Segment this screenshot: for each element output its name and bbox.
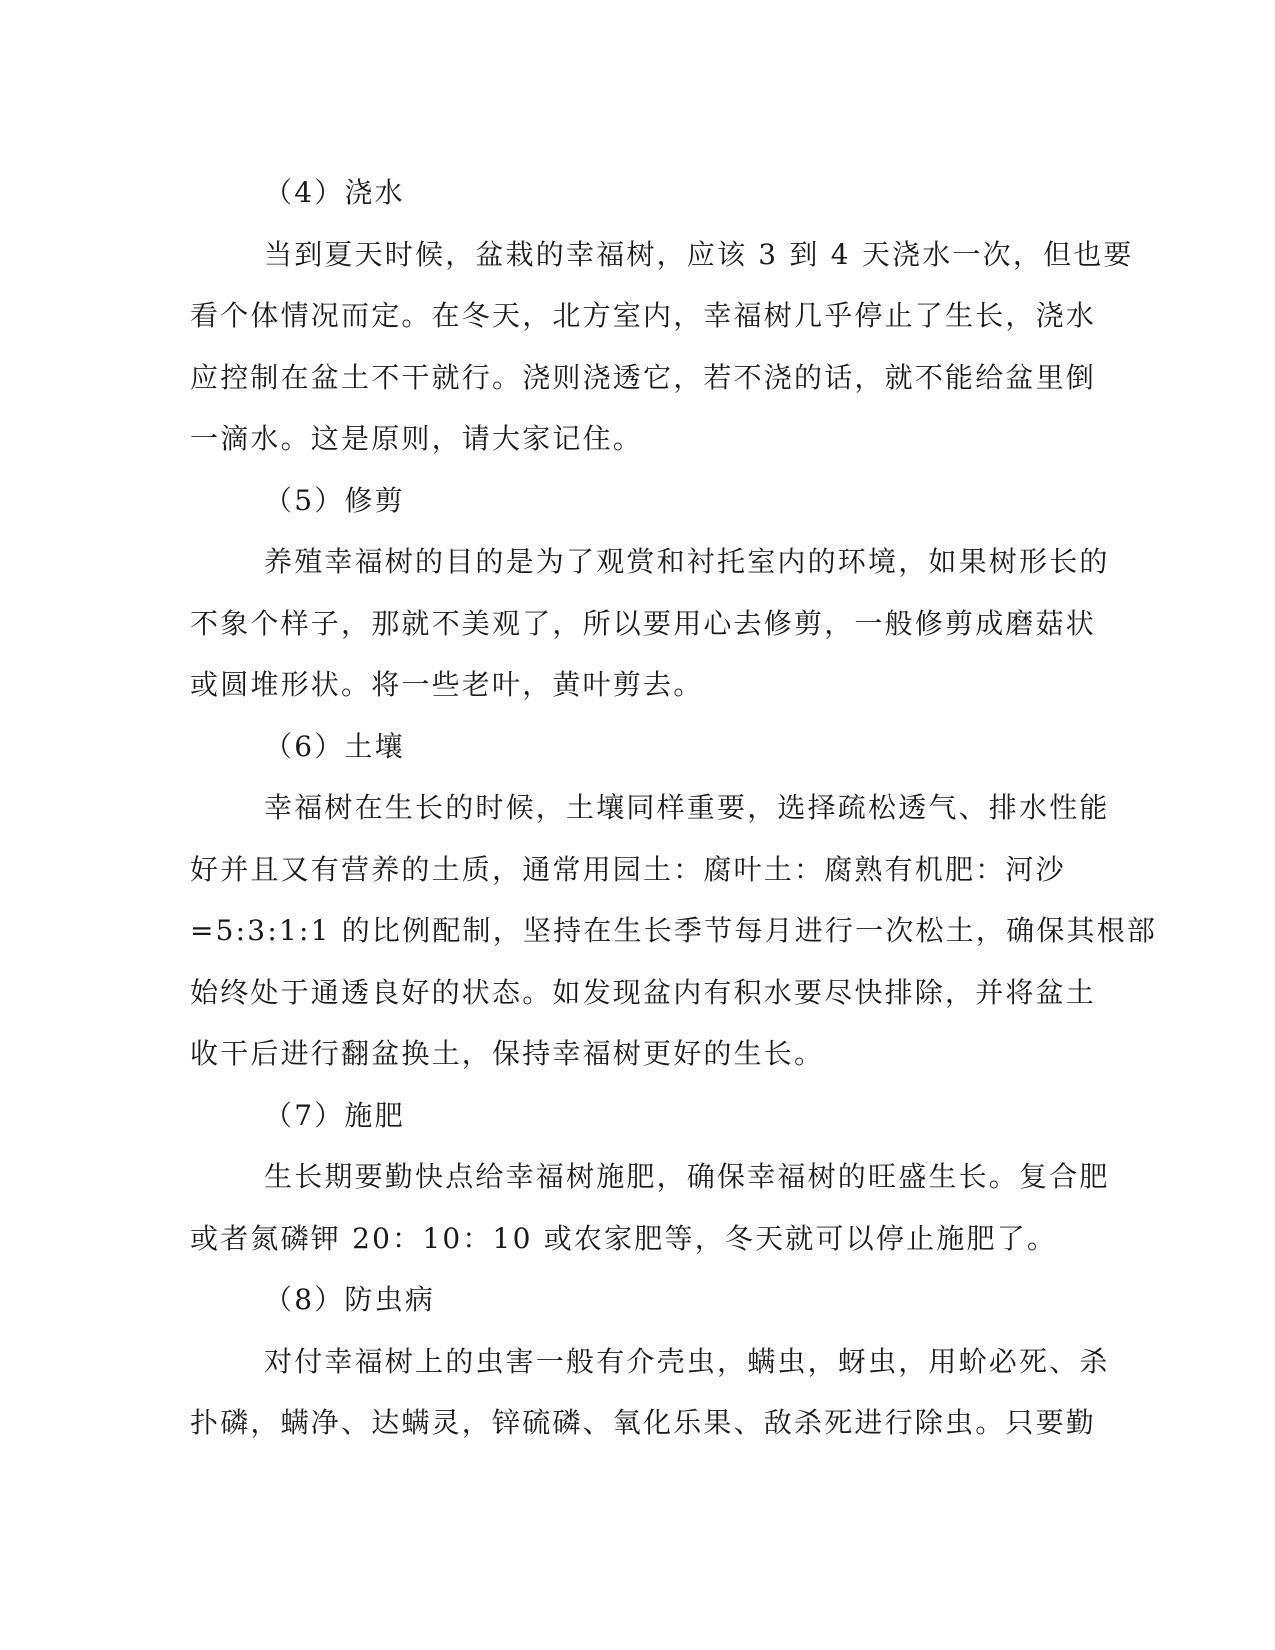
text-line: 养殖幸福树的目的是为了观赏和衬托室内的环境，如果树形长的 — [264, 545, 1110, 578]
section-heading: （8）防虫病 — [264, 1283, 436, 1316]
text-line: 好并且又有营养的土质，通常用园土：腐叶土：腐熟有机肥：河沙 — [190, 852, 1066, 886]
section-heading: （5）修剪 — [264, 483, 405, 517]
text-line: 或圆堆形状。将一些老叶，黄叶剪去。 — [190, 668, 704, 701]
text-line: =5:3:1:1 的比例配制，坚持在生长季节每月进行一次松土，确保其根部 — [190, 914, 1158, 947]
text-line: 扑磷，螨净、达螨灵，锌硫磷、氧化乐果、敌杀死进行除虫。只要勤 — [190, 1406, 1097, 1439]
text-line: 幸福树在生长的时候，土壤同样重要，选择疏松透气、排水性能 — [264, 791, 1110, 824]
text-line: 生长期要勤快点给幸福树施肥，确保幸福树的旺盛生长。复合肥 — [264, 1160, 1110, 1193]
text-line: 看个体情况而定。在冬天，北方室内，幸福树几乎停止了生长，浇水 — [190, 299, 1097, 332]
section-heading: （4）浇水 — [264, 176, 405, 209]
text-line: 一滴水。这是原则，请大家记住。 — [190, 422, 644, 455]
section-heading: （6）土壤 — [264, 729, 405, 763]
text-line: 对付幸福树上的虫害一般有介壳虫，螨虫，蚜虫，用蚧必死、杀 — [264, 1344, 1110, 1378]
document-body — [190, 162, 1158, 1454]
text-line: 当到夏天时候，盆栽的幸福树，应该 3 到 4 天浇水一次，但也要 — [264, 237, 1134, 271]
text-line: 不象个样子，那就不美观了，所以要用心去修剪，一般修剪成磨菇状 — [190, 606, 1097, 640]
text-line: 或者氮磷钾 20：10：10 或农家肥等，冬天就可以停止施肥了。 — [190, 1221, 1058, 1255]
text-line: 始终处于通透良好的状态。如发现盆内有积水要尽快排除，并将盆土 — [190, 975, 1097, 1009]
section-heading: （7）施肥 — [264, 1098, 405, 1132]
text-line: 应控制在盆土不干就行。浇则浇透它，若不浇的话，就不能给盆里倒 — [190, 360, 1097, 394]
text-line: 收干后进行翻盆换土，保持幸福树更好的生长。 — [190, 1037, 825, 1070]
